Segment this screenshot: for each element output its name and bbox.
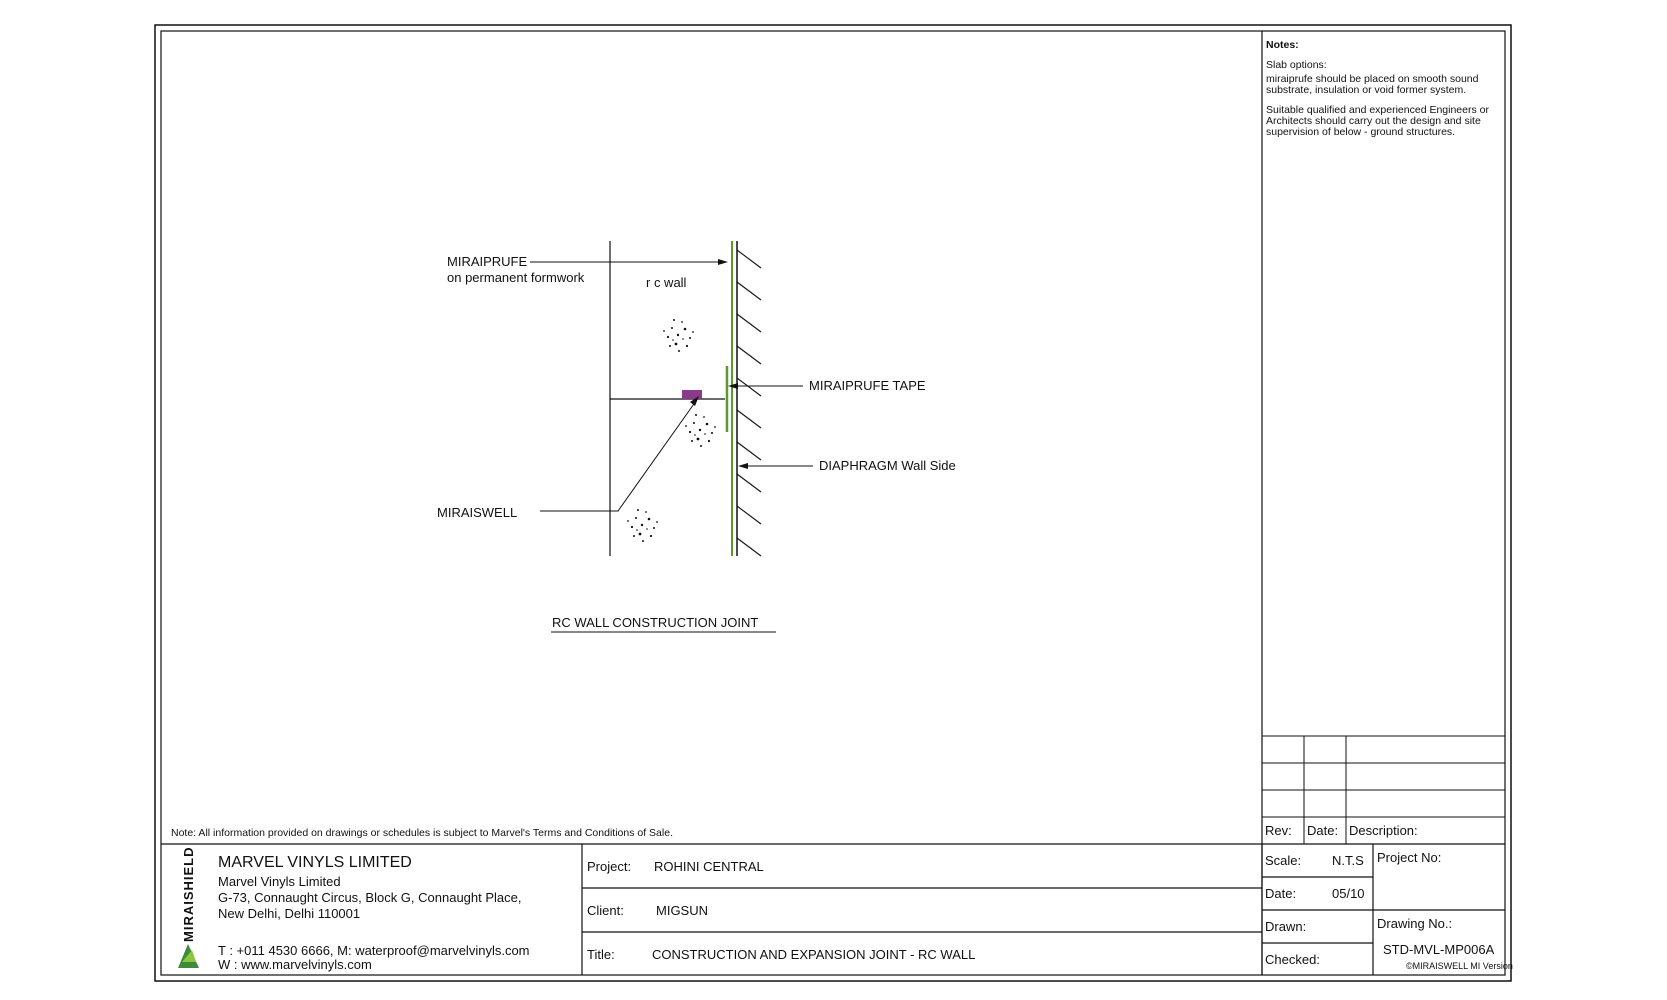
diagram-caption: RC WALL CONSTRUCTION JOINT (552, 615, 759, 630)
title-label: Title: (587, 947, 615, 962)
project-value: ROHINI CENTRAL (654, 859, 764, 874)
project-no-label: Project No: (1377, 850, 1442, 865)
logo-mark-icon (178, 944, 199, 968)
client-value: MIGSUN (656, 903, 708, 918)
label-miraiprufe: MIRAIPRUFE (447, 254, 528, 269)
miraiswell-strip (682, 390, 702, 399)
notes-panel (1266, 39, 1489, 138)
company-subname: Marvel Vinyls Limited (218, 874, 341, 889)
drawing-no-label: Drawing No.: (1377, 916, 1453, 931)
label-miraiprufe-formwork: on permanent formwork (447, 270, 585, 285)
logo-text: MIRAISHIELD (181, 846, 196, 942)
date-column-label: Date: (1307, 823, 1339, 838)
company-phone: T : +011 4530 6666, M: waterproof@marvelvinyls.com (218, 943, 530, 958)
company-name: MARVEL VINYLS LIMITED (218, 854, 412, 871)
label-diaphragm-wall: DIAPHRAGM Wall Side (819, 458, 956, 473)
joint-diagram (437, 241, 956, 632)
aggregate-cluster (663, 319, 694, 352)
notes-slab-heading: Slab options: (1266, 59, 1327, 71)
arrow-head (738, 463, 748, 469)
date-value: 05/10 (1332, 886, 1365, 901)
notes-engineer-line: Architects should carry out the design and site (1266, 115, 1481, 127)
notes-slab-line: substrate, insulation or void former system. (1266, 84, 1467, 96)
checked-label: Checked: (1265, 952, 1320, 967)
date-label: Date: (1265, 886, 1297, 901)
leader-miraiswell (540, 401, 696, 511)
company-address-1: G-73, Connaught Circus, Block G, Connaught Place, (218, 890, 522, 905)
arrow-head (718, 259, 728, 265)
label-miraiprufe-tape: MIRAIPRUFE TAPE (809, 378, 926, 393)
label-rc-wall: r c wall (646, 275, 687, 290)
description-label: Description: (1349, 823, 1418, 838)
notes-engineer-line: Suitable qualified and experienced Engineers or (1266, 104, 1489, 116)
notes-slab-line: miraiprufe should be placed on smooth sound (1266, 73, 1479, 85)
aggregate-cluster (627, 509, 658, 542)
scale-label: Scale: (1265, 853, 1302, 868)
scale-value: N.T.S (1332, 853, 1364, 868)
notes-heading: Notes: (1266, 39, 1299, 51)
company-address-2: New Delhi, Delhi 110001 (218, 906, 361, 921)
client-label: Client: (587, 903, 624, 918)
ground-hatching (737, 250, 761, 556)
version-tag: ©MIRAISWELL MI Version (1406, 961, 1513, 971)
drawn-label: Drawn: (1265, 919, 1307, 934)
notes-engineer-line: supervision of below - ground structures. (1266, 126, 1456, 138)
title-value: CONSTRUCTION AND EXPANSION JOINT - RC WALL (652, 947, 976, 962)
company-web: W : www.marvelvinyls.com (218, 957, 372, 972)
rev-label: Rev: (1265, 823, 1292, 838)
label-miraiswell: MIRAISWELL (437, 505, 518, 520)
disclaimer-note: Note: All information provided on drawings or schedules is subject to Marvel's Terms and Conditions of Sale. (171, 827, 673, 839)
miraishield-logo (178, 847, 199, 969)
aggregate-cluster (685, 414, 716, 447)
project-label: Project: (587, 859, 632, 874)
drawing-no-value: STD-MVL-MP006A (1383, 942, 1495, 957)
